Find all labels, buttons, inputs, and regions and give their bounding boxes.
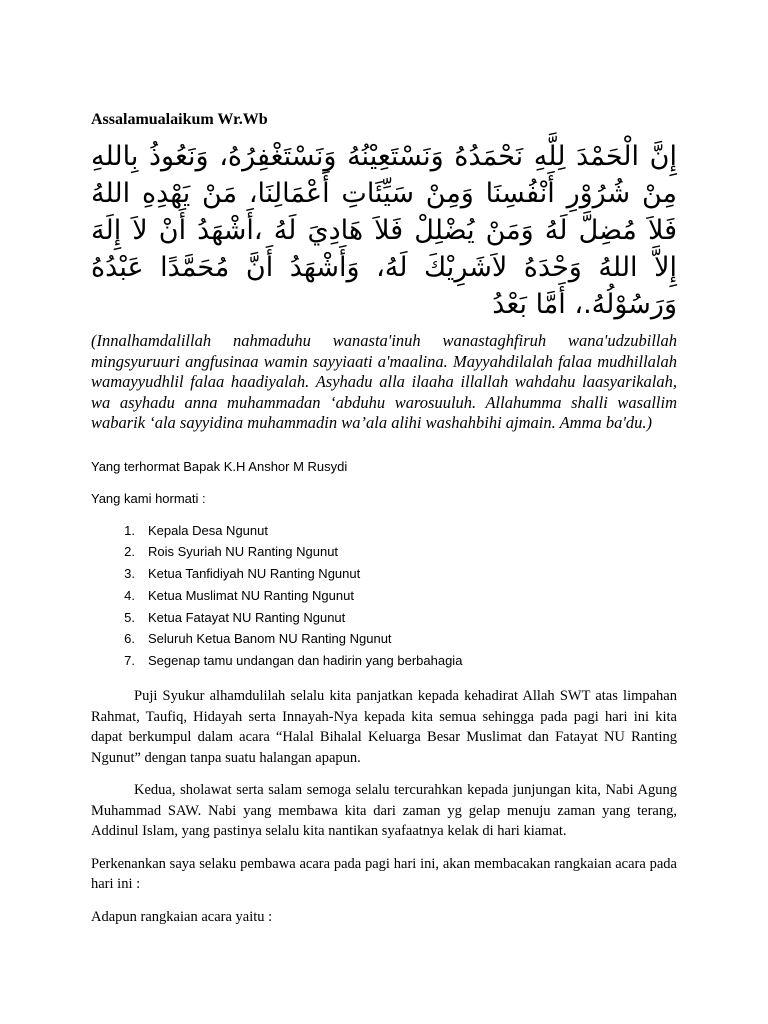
list-item-label: Ketua Muslimat NU Ranting Ngunut — [148, 587, 354, 603]
list-item-label: Rois Syuriah NU Ranting Ngunut — [148, 544, 339, 560]
list-item-number: 5. — [124, 609, 135, 625]
list-item — [91, 563, 677, 585]
transliteration-paragraph: (Innalhamdalillah nahmaduhu wanasta'inuh wanastaghfiruh wana'udzubillah mingsyuruuri angfusinaa wamin sayyiaati a'maalina. Mayyahdilalah falaa mudhillalah wamayyudhlil falaa haadiyalah. Asyhadu alla ilaaha illallah wahdahu laasyarikalah, wa asyhadu anna muhammadan ‘abduhu warosuuluh. Allahumma shalli wasallim wabarik ‘ala sayyidina muhammadin wa’ala alihi washahbihi ajmain. Amma ba'du.) — [91, 331, 677, 432]
list-item-label: Kepala Desa Ngunut — [148, 522, 268, 538]
list-item-number: 6. — [124, 631, 135, 647]
respected-list — [91, 520, 677, 673]
list-item — [91, 607, 677, 629]
list-item-number: 7. — [124, 653, 135, 669]
greeting-heading: Assalamualaikum Wr.Wb — [91, 111, 268, 128]
list-item-label: Seluruh Ketua Banom NU Ranting Ngunut — [148, 631, 392, 647]
list-item — [91, 585, 677, 607]
list-item — [91, 520, 677, 542]
gratitude-paragraph: Puji Syukur alhamdulilah selalu kita panjatkan kepada kehadirat Allah SWT atas limpahan Rahmat, Taufiq, Hidayah serta Innayah-Nya kepada kita semua sehingga pada pagi hari ini kita dapat berkumpul dalam acara “Halal Bihalal Keluarga Besar Muslimat dan Fatayat NU Ranting Ngunut” dengan tanpa suatu halangan apapun. — [91, 688, 677, 766]
list-item — [91, 628, 677, 650]
list-item — [91, 541, 677, 563]
agenda-intro-paragraph: Adapun rangkaian acara yaitu : — [91, 908, 273, 925]
list-item-label: Ketua Fatayat NU Ranting Ngunut — [148, 609, 346, 625]
permission-paragraph: Perkenankan saya selaku pembawa acara pada pagi hari ini, akan membacakan rangkaian acara pada hari ini : — [91, 855, 677, 893]
list-item-number: 3. — [124, 566, 135, 582]
sholawat-paragraph: Kedua, sholawat serta salam semoga selalu tercurahkan kepada junjungan kita, Nabi Agung Muhammad SAW. Nabi yang membawa kita dari zaman yg gelap menuju zaman yang terang, Addinul Islam, yang pastinya selalu kita nantikan syafaatnya kelak di hari kiamat. — [91, 782, 677, 840]
salutation-line: Yang terhormat Bapak K.H Anshor M Rusydi — [91, 458, 348, 474]
list-item — [91, 650, 677, 672]
list-item-label: Ketua Tanfidiyah NU Ranting Ngunut — [148, 566, 361, 582]
list-item-number: 1. — [124, 522, 135, 538]
list-item-number: 4. — [124, 587, 135, 603]
document-content — [91, 110, 677, 939]
list-item-number: 2. — [124, 544, 135, 560]
list-item-label: Segenap tamu undangan dan hadirin yang berbahagia — [148, 653, 463, 669]
respected-intro: Yang kami hormati : — [91, 490, 206, 506]
arabic-opening-prayer: إِنَّ الْحَمْدَ لِلَّهِ نَحْمَدُهُ وَنَسْتَعِيْنُهُ وَنَسْتَغْفِرُهُ، وَنَعُوذُ بِاللهِ مِنْ شُرُوْرِ أَنْفُسِنَا وَمِنْ سَيِّئَاتِ أَعْمَالِنَا، مَنْ يَهْدِهِ اللهُ فَلاَ مُضِلَّ لَهُ وَمَنْ يُضْلِلْ فَلاَ هَادِيَ لَهُ ،أَشْهَدُ أَنْ لاَ إِلَهَ إِلاَّ اللهُ وَحْدَهُ لاَشَرِيْكَ لَهُ، وَأَشْهَدُ أَنَّ مُحَمَّدًا عَبْدُهُ وَرَسُوْلُهُ.، أَمَّا بَعْدُ — [91, 141, 677, 320]
